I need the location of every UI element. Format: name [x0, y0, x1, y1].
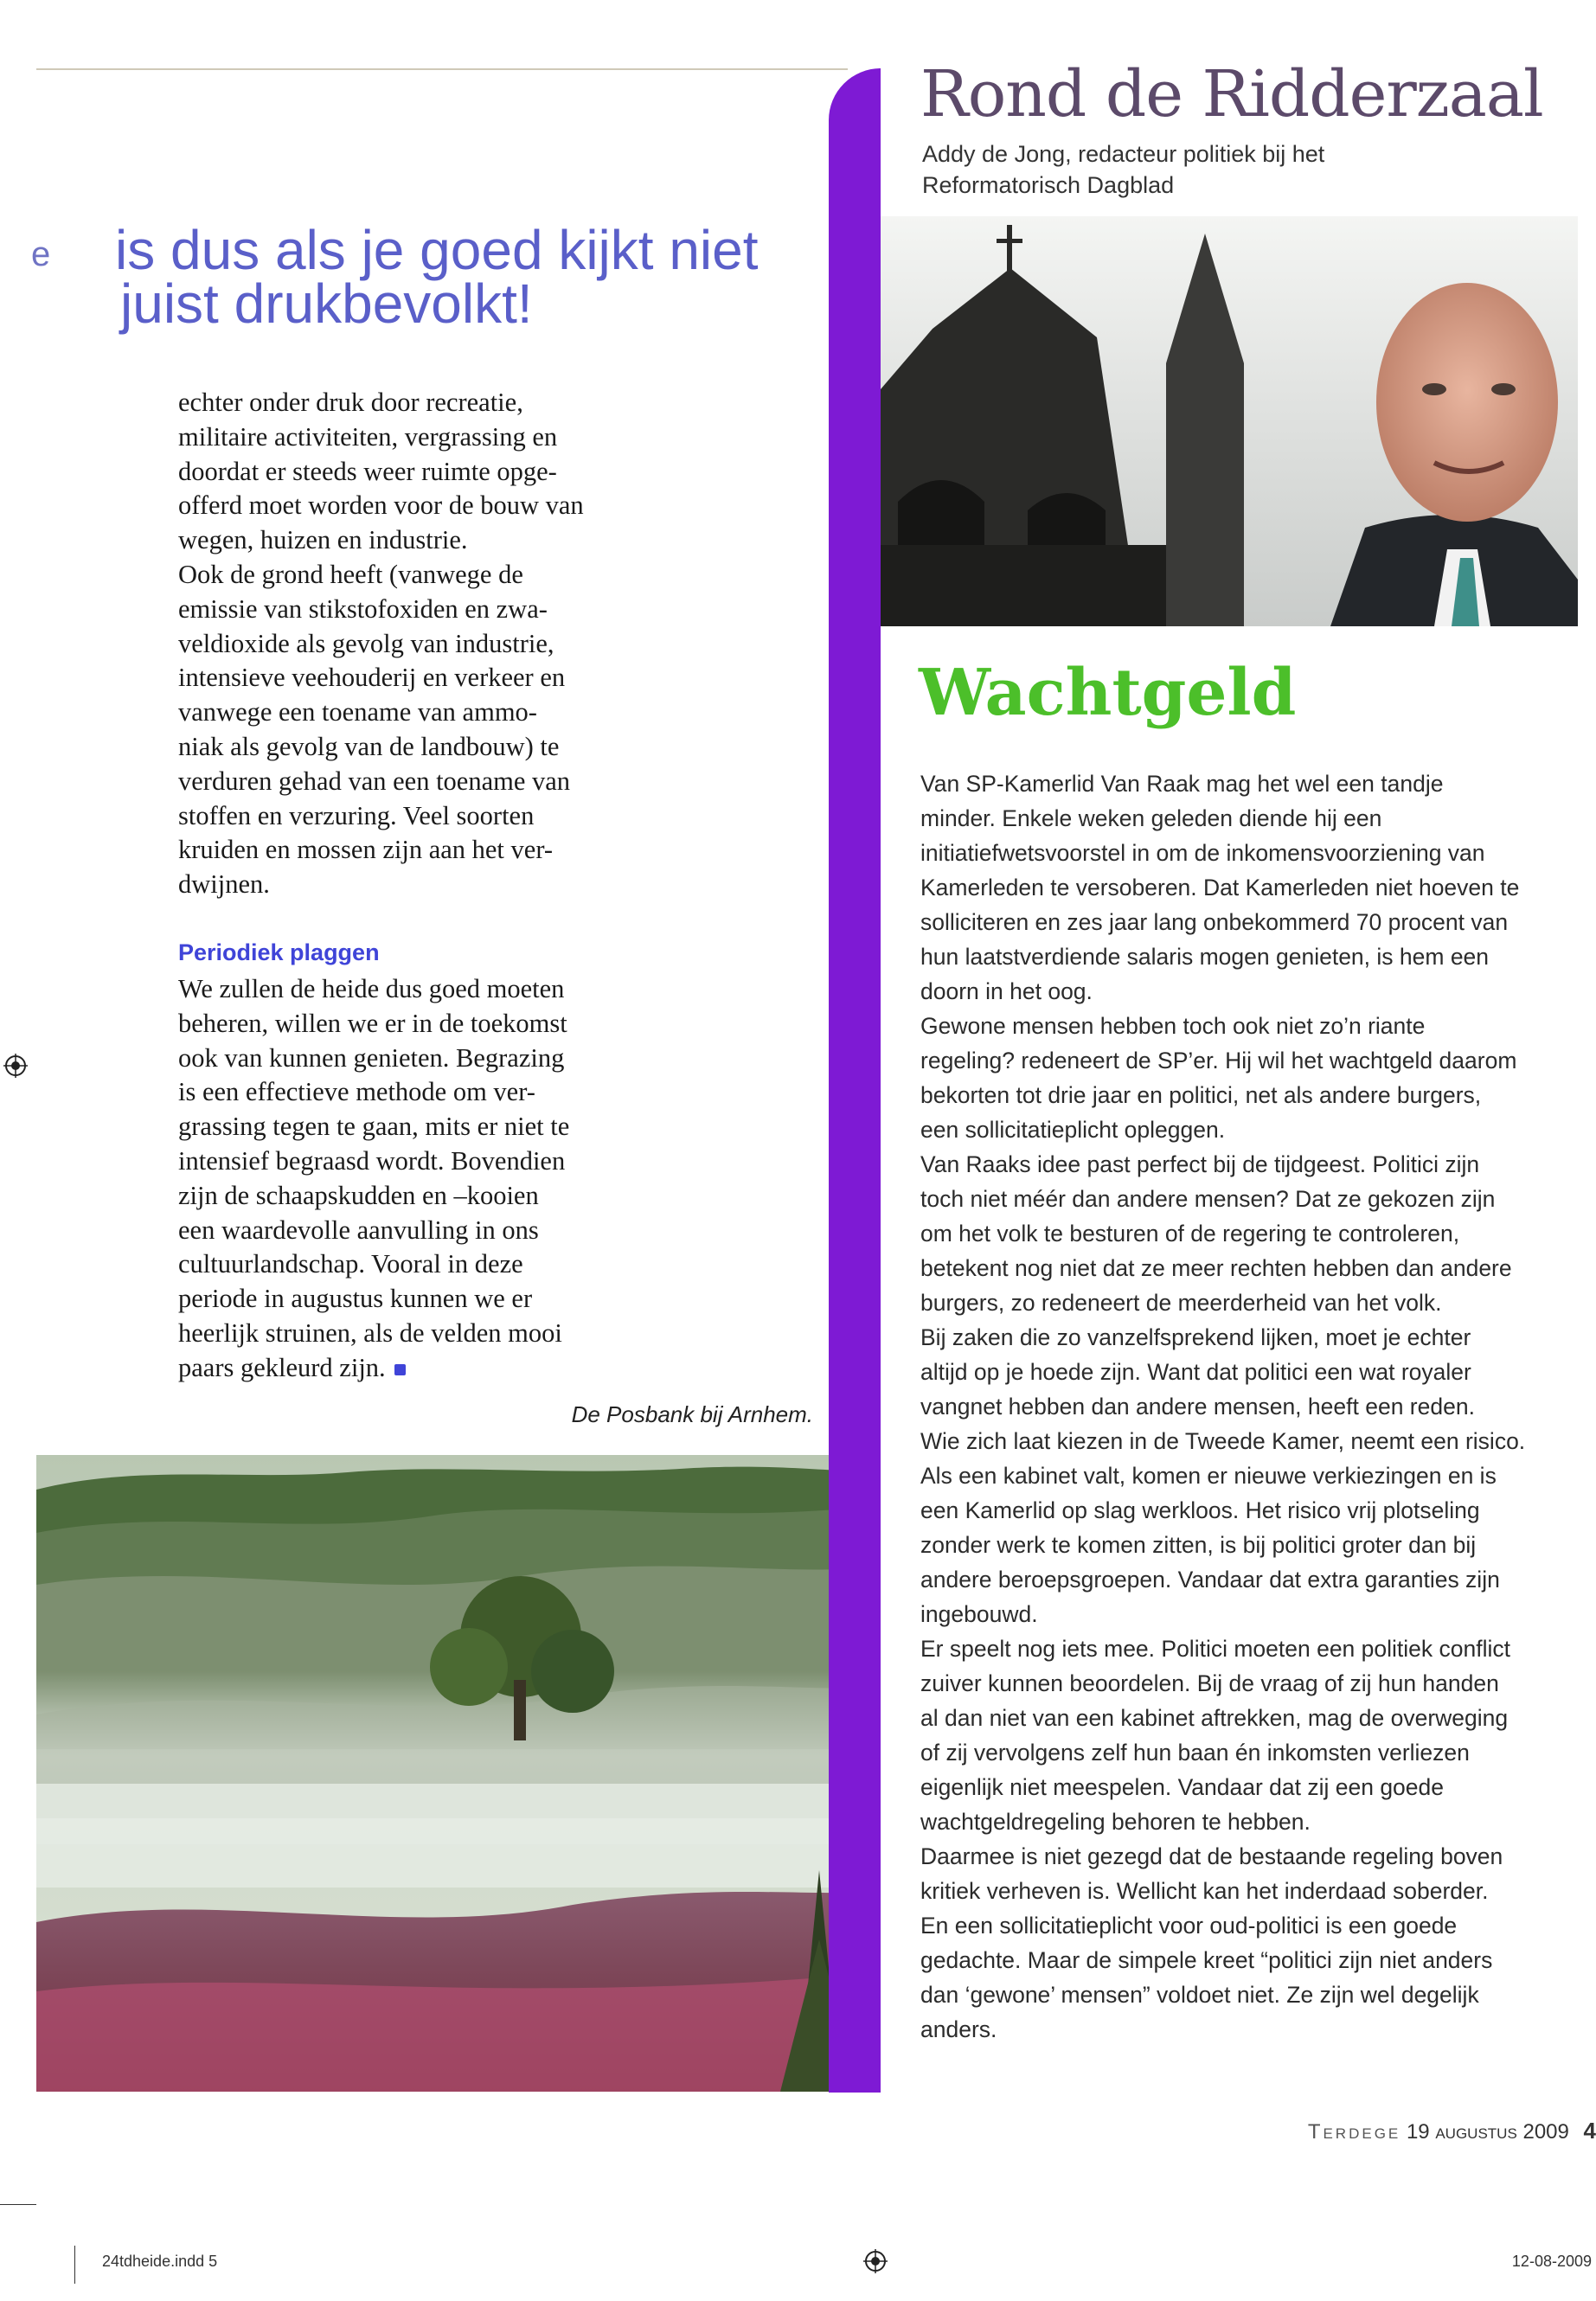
text-line: een Kamerlid op slag werkloos. Het risico vrij plotseling — [920, 1497, 1480, 1523]
text-line: is een effectieve methode om ver- — [178, 1077, 535, 1107]
text-line: niak als gevolg van de landbouw) te — [178, 731, 560, 761]
text-line: zijn de schaapskudden en –kooien — [178, 1180, 539, 1210]
pullquote-fragment: e — [31, 235, 51, 273]
text-line: wachtgeldregeling behoren te hebben. — [920, 1809, 1311, 1835]
text-line: of zij vervolgens zelf hun baan én inkomsten verliezen — [920, 1740, 1470, 1766]
text-line: doorn in het oog. — [920, 978, 1093, 1004]
accent-band — [829, 68, 881, 2093]
magazine-name: Terdege — [1307, 2120, 1401, 2144]
text-line: stoffen en verzuring. Veel soorten — [178, 800, 535, 830]
pullquote-line: juist drukbevolkt! — [120, 272, 533, 335]
slug-date: 12-08-2009 — [1511, 2253, 1592, 2270]
text-line: solliciteren en zes jaar lang onbekommerd 70 procent van — [920, 909, 1509, 935]
text-line: veldioxide als gevolg van industrie, — [178, 628, 554, 658]
article-body — [920, 766, 1561, 2047]
byline-line: Addy de Jong, redacteur politiek bij het — [922, 141, 1325, 167]
text-line: zonder werk te komen zitten, is bij politici groter dan bij — [920, 1532, 1477, 1558]
text-line: Van SP-Kamerlid Van Raak mag het wel een tandje — [920, 771, 1444, 797]
text-line: hun laatstverdiende salaris mogen genieten, is hem een — [920, 944, 1490, 970]
slug-filename: 24tdheide.indd 5 — [102, 2253, 218, 2270]
intro-paragraph — [178, 386, 628, 902]
author-photo — [881, 216, 1578, 626]
text-line: Er speelt nog iets mee. Politici moeten een politiek conflict — [920, 1636, 1510, 1662]
text-line: Bij zaken die zo vanzelfsprekend lijken, moet je echter — [920, 1324, 1471, 1350]
section-paragraph — [178, 972, 628, 1386]
text-line: altijd op je hoede zijn. Want dat politici een wat royaler — [920, 1359, 1471, 1385]
text-line: doordat er steeds weer ruimte opge- — [178, 456, 557, 486]
text-line: grassing tegen te gaan, mits er niet te — [178, 1112, 570, 1142]
text-line: militaire activiteiten, vergrassing en — [178, 421, 558, 452]
crop-mark — [74, 2246, 75, 2284]
text-line: eigenlijk niet meespelen. Vandaar dat zij een goede — [920, 1774, 1445, 1800]
text-line: echter onder druk door recreatie, — [178, 388, 523, 417]
headline-wachtgeld: Wachtgeld — [919, 656, 1297, 730]
text-line: regeling? redeneert de SP’er. Hij wil het wachtgeld daarom — [920, 1048, 1517, 1074]
text-line: intensief begraasd wordt. Bovendien — [178, 1145, 566, 1176]
text-line: intensieve veehouderij en verkeer en — [178, 663, 566, 693]
subhead-periodiek-plaggen: Periodiek plaggen — [178, 939, 380, 965]
pullquote-line: is dus als je goed kijkt niet — [115, 219, 759, 281]
footer-month: augustus — [1435, 2120, 1517, 2144]
text-line: kritiek verheven is. Wellicht kan het inderdaad soberder. — [920, 1878, 1489, 1904]
text-line: Gewone mensen hebben toch ook niet zo’n riante — [920, 1013, 1426, 1039]
registration-mark-icon — [3, 1054, 28, 1078]
text-line-last — [178, 1351, 628, 1386]
crop-mark — [0, 2204, 36, 2205]
footer-day: 19 — [1406, 2120, 1430, 2144]
text-line: toch niet méér dan andere mensen? Dat ze gekozen zijn — [920, 1186, 1496, 1212]
end-mark-icon — [394, 1364, 406, 1375]
text-line: ook van kunnen genieten. Begrazing — [178, 1042, 565, 1073]
text-line: Ook de grond heeft (vanwege de — [178, 559, 523, 589]
text-line: een waardevolle aanvulling in ons — [178, 1215, 539, 1245]
text-line: al dan niet van een kabinet aftrekken, mag de overweging — [920, 1705, 1509, 1731]
text-line: gedachte. Maar de simpele kreet “politici zijn niet anders — [920, 1947, 1493, 1973]
text-line: betekent nog niet dat ze meer rechten hebben dan andere — [920, 1255, 1512, 1281]
top-rule — [36, 68, 848, 70]
byline-line: Reformatorisch Dagblad — [922, 172, 1175, 198]
text-line: wegen, huizen en industrie. — [178, 525, 468, 555]
text-line: heerlijk struinen, als de velden mooi — [178, 1317, 562, 1348]
text-line: dwijnen. — [178, 869, 270, 900]
text-line: kruiden en mossen zijn aan het ver- — [178, 835, 554, 865]
text-line: En een sollicitatieplicht voor oud-politici is een goede — [920, 1913, 1458, 1939]
text-line: bekorten tot drie jaar en politici, net als andere burgers, — [920, 1082, 1482, 1108]
text-line: verduren gehad van een toename van — [178, 766, 571, 796]
text-line: andere beroepsgroepen. Vandaar dat extra garanties zijn — [920, 1567, 1500, 1593]
text-line: initiatiefwetsvoorstel in om de inkomensvoorziening van — [920, 840, 1485, 866]
last-line-text: paars gekleurd zijn. — [178, 1352, 386, 1382]
photo-caption: De Posbank bij Arnhem. — [571, 1401, 813, 1427]
registration-mark-icon — [863, 2249, 888, 2273]
column-title: Rond de Ridderzaal — [920, 57, 1543, 131]
text-line: periode in augustus kunnen we er — [178, 1284, 533, 1314]
text-line: emissie van stikstofoxiden en zwa- — [178, 593, 548, 624]
text-line: We zullen de heide dus goed moeten — [178, 974, 565, 1003]
text-line: Wie zich laat kiezen in de Tweede Kamer, neemt een risico. — [920, 1428, 1526, 1454]
footer-year: 2009 — [1522, 2120, 1569, 2144]
text-line: vangnet hebben dan andere mensen, heeft een reden. — [920, 1394, 1475, 1420]
text-line: anders. — [920, 2016, 997, 2042]
text-line: Als een kabinet valt, komen er nieuwe verkiezingen en is — [920, 1463, 1497, 1489]
text-line: offerd moet worden voor de bouw van — [178, 490, 584, 521]
text-line: Daarmee is niet gezegd dat de bestaande regeling boven — [920, 1843, 1503, 1869]
posbank-photo — [36, 1455, 865, 2092]
text-line: om het volk te besturen of de regering te controleren, — [920, 1221, 1460, 1247]
text-line: Kamerleden te versoberen. Dat Kamerleden niet hoeven te — [920, 875, 1520, 901]
text-line: vanwege een toename van ammo- — [178, 697, 537, 727]
text-line: dan ‘gewone’ mensen” voldoet niet. Ze zijn wel degelijk — [920, 1982, 1479, 2008]
text-line: cultuurlandschap. Vooral in deze — [178, 1249, 523, 1279]
text-line: minder. Enkele weken geleden diende hij een — [920, 805, 1382, 831]
text-line: zuiver kunnen beoordelen. Bij de vraag of zij hun handen — [920, 1670, 1499, 1696]
text-line: een sollicitatieplicht opleggen. — [920, 1117, 1226, 1143]
pullquote — [115, 219, 842, 335]
page-footer — [1194, 2118, 1596, 2144]
page-number: 4 — [1583, 2118, 1596, 2144]
byline — [922, 138, 1324, 201]
text-line: ingebouwd. — [920, 1601, 1038, 1627]
text-line: Van Raaks idee past perfect bij de tijdgeest. Politici zijn — [920, 1151, 1480, 1177]
text-line: beheren, willen we er in de toekomst — [178, 1008, 567, 1038]
text-line: burgers, zo redeneert de meerderheid van het volk. — [920, 1290, 1442, 1316]
